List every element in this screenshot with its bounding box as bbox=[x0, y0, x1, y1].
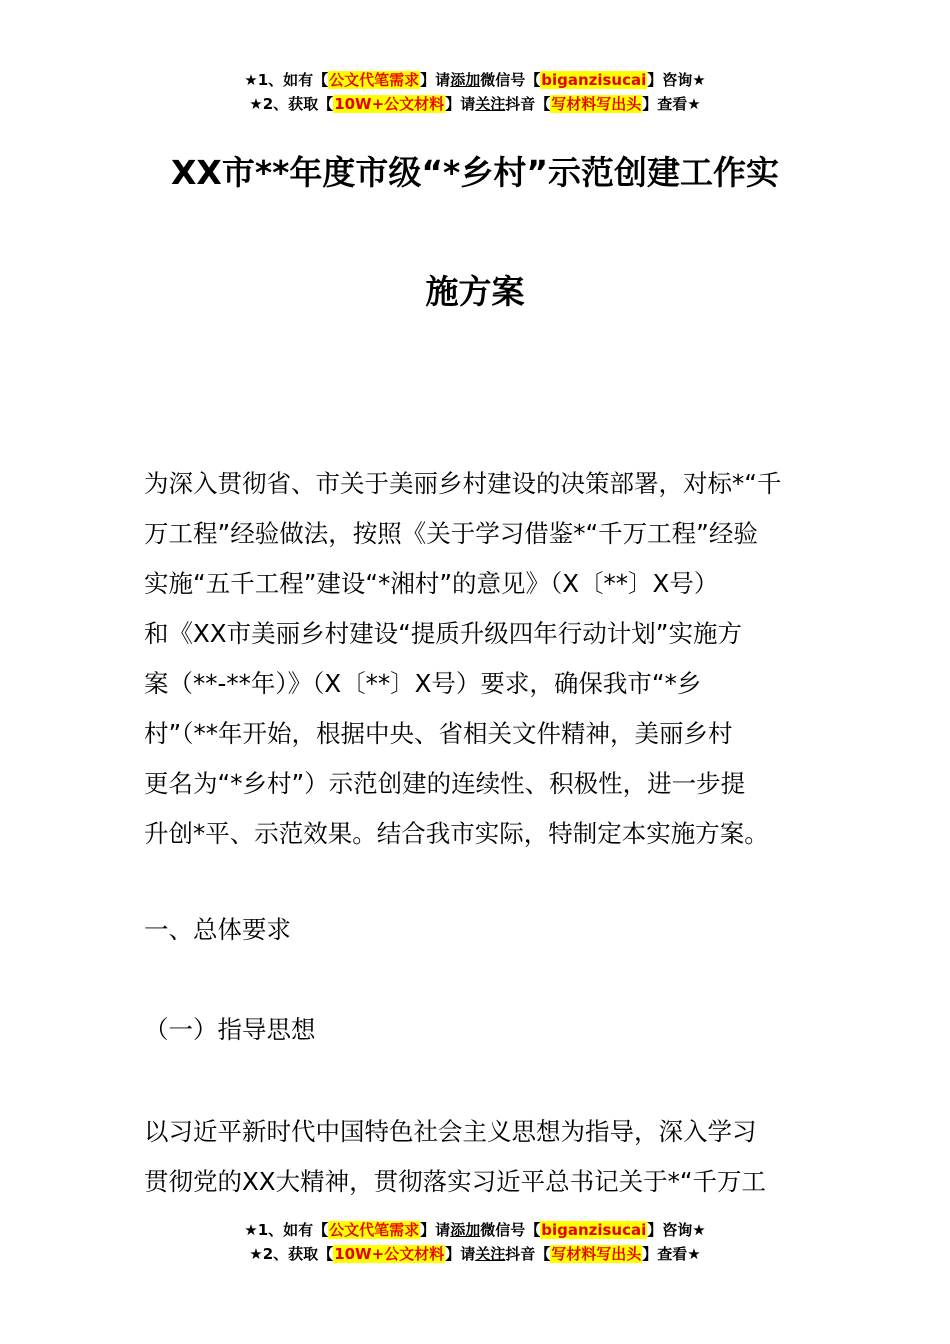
paragraph-line: 和《XX市美丽乡村建设“提质升级四年行动计划”实施方 bbox=[144, 619, 742, 648]
banner-text: 抖音【 bbox=[505, 1245, 551, 1263]
banner-line-2 bbox=[0, 92, 950, 116]
banner-text: 微信号【 bbox=[480, 71, 541, 89]
highlight-douyin-account: 写材料写出头 bbox=[551, 95, 642, 113]
intro-paragraph bbox=[144, 459, 814, 859]
banner-text: 】请 bbox=[445, 1245, 476, 1263]
paragraph-line: 案（**-**年）》（X〔**〕X号）要求，确保我市“*乡 bbox=[144, 669, 702, 698]
top-banner bbox=[0, 68, 950, 116]
banner-text: 】咨询★ bbox=[647, 71, 706, 89]
banner-text: 微信号【 bbox=[480, 1221, 541, 1239]
banner-text: 】请 bbox=[445, 95, 476, 113]
banner-line-2 bbox=[0, 1242, 950, 1266]
banner-underlined-text: 添加 bbox=[450, 71, 481, 89]
banner-text: ★2、获取【 bbox=[249, 1245, 334, 1263]
banner-text: 】查看★ bbox=[642, 1245, 701, 1263]
guiding-ideology-paragraph bbox=[144, 1107, 814, 1207]
banner-underlined-text: 关注 bbox=[475, 1245, 506, 1263]
bottom-banner bbox=[0, 1218, 950, 1266]
banner-text: ★1、如有【 bbox=[244, 1221, 329, 1239]
section-heading-overall-requirements: 一、总体要求 bbox=[144, 915, 291, 944]
banner-line-1 bbox=[0, 68, 950, 92]
highlight-wechat-id: biganzisucai bbox=[541, 71, 647, 89]
paragraph-line: 更名为“*乡村”）示范创建的连续性、积极性，进一步提 bbox=[144, 769, 746, 798]
paragraph-line: 为深入贯彻省、市关于美丽乡村建设的决策部署，对标*“千 bbox=[144, 469, 782, 498]
banner-line-1 bbox=[0, 1218, 950, 1242]
document-title-line-1: XX市**年度市级“*乡村”示范创建工作实 bbox=[170, 153, 780, 192]
highlight-ghostwriting: 公文代笔需求 bbox=[329, 1221, 420, 1239]
paragraph-line: 以习近平新时代中国特色社会主义思想为指导，深入学习 bbox=[144, 1117, 757, 1146]
banner-text: 抖音【 bbox=[505, 95, 551, 113]
banner-text: 】查看★ bbox=[642, 95, 701, 113]
paragraph-line: 贯彻党的XX大精神，贯彻落实习近平总书记关于*“千万工 bbox=[144, 1167, 767, 1196]
subsection-heading-guiding-ideology: （一）指导思想 bbox=[144, 1015, 316, 1044]
banner-text: ★2、获取【 bbox=[249, 95, 334, 113]
banner-underlined-text: 添加 bbox=[450, 1221, 481, 1239]
banner-underlined-text: 关注 bbox=[475, 95, 506, 113]
highlight-wechat-id: biganzisucai bbox=[541, 1221, 647, 1239]
banner-text: 】咨询★ bbox=[647, 1221, 706, 1239]
highlight-materials: 10W+公文材料 bbox=[334, 1245, 445, 1263]
paragraph-line: 万工程”经验做法，按照《关于学习借鉴*“千万工程”经验 bbox=[144, 519, 758, 548]
banner-text: ★1、如有【 bbox=[244, 71, 329, 89]
banner-text: 】请 bbox=[420, 1221, 451, 1239]
highlight-materials: 10W+公文材料 bbox=[334, 95, 445, 113]
paragraph-line: 村”（**年开始，根据中央、省相关文件精神，美丽乡村 bbox=[144, 719, 733, 748]
paragraph-line: 升创*平、示范效果。结合我市实际，特制定本实施方案。 bbox=[144, 819, 769, 848]
paragraph-line: 实施“五千工程”建设“*湘村”的意见》（X〔**〕X号） bbox=[144, 569, 719, 598]
highlight-ghostwriting: 公文代笔需求 bbox=[329, 71, 420, 89]
document-title-line-2: 施方案 bbox=[425, 272, 525, 311]
banner-text: 】请 bbox=[420, 71, 451, 89]
highlight-douyin-account: 写材料写出头 bbox=[551, 1245, 642, 1263]
